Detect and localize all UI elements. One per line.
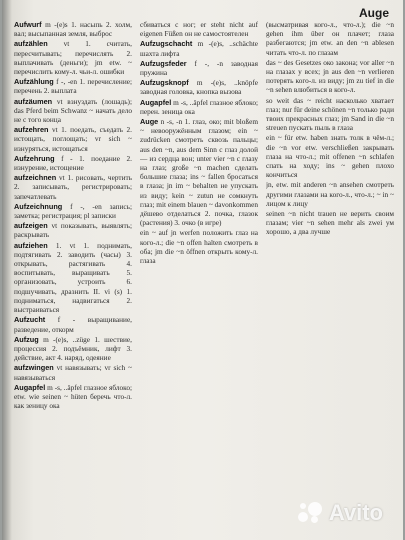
- dictionary-entry: [14, 221, 132, 239]
- running-headword: Auge: [359, 6, 389, 20]
- entry-headword: aufzäumen: [14, 96, 53, 106]
- entry-headword: aufzählen: [14, 39, 48, 49]
- entry-headword: aufzwingen: [14, 363, 54, 373]
- entry-headword: Augapfel: [14, 382, 46, 392]
- entry-definition: 1. vt 1. поднимать, подтягивать 2. заводить (часы) 3. открывать, растягивать 4. воспитывать, выращивать 5. организовать, устроить 6. подшучивать, дразнить II. vi (s) 1. подниматься, надвигаться 2. выстраиваться: [14, 240, 132, 315]
- dictionary-entry: [266, 180, 394, 208]
- entry-definition: ein ~ für etw. haben знать толк в чём-л.; die ~n vor etw. verschließen закрывать глаза на что-л.; mit offenen ~n schlafen спать на ходу; ins ~ gehen плохо кончиться: [266, 133, 394, 180]
- entry-headword: Aufzehrung: [14, 153, 55, 163]
- avito-watermark: [298, 500, 383, 526]
- entry-definition: jn, etw. mit anderen ~n ansehen смотреть другими глазами на кого-л., что-л.; ~ in ~ лицом к лицу: [266, 180, 394, 208]
- entry-definition: ein ~ auf jn werfen положить глаз на кого-л.; die ~n offen halten смотреть в оба; jm die ~n öffnen открыть кому-л. глаза: [140, 228, 258, 266]
- dictionary-entry: [14, 125, 132, 153]
- entry-definition: vt показывать, выявлять; раскрывать: [14, 221, 132, 240]
- entry-definition: m -(e)s, ..züge 1. шествие, процессия 2. подъёмник, лифт 3. действие, акт 4. наряд, одеяние: [14, 334, 132, 363]
- entry-definition: f - 1. поедание 2. изнурение, истощение: [14, 153, 132, 173]
- entry-headword: Aufzug: [14, 334, 39, 344]
- dictionary-entry: [140, 78, 258, 96]
- entry-headword: aufzeichnen: [14, 173, 57, 183]
- avito-logo-icon: [298, 500, 324, 526]
- column-2: [140, 20, 258, 518]
- entry-headword: Aufzeichnung: [14, 201, 63, 211]
- entry-headword: Aufwurf: [14, 20, 42, 29]
- dictionary-entry: [140, 98, 258, 116]
- entry-definition: seinen ~n nicht trauen не верить своим глазам; vier ~n sehen mehr als zwei ум хорошо, а два лучше: [266, 209, 394, 237]
- entry-definition: m -s, ..äpfel глазное яблоко; перен. зеница ока: [140, 97, 258, 116]
- dictionary-entry: [266, 209, 394, 237]
- dictionary-page: [2, 0, 403, 540]
- entry-definition: f -, -n заводная пружина: [140, 58, 258, 78]
- dictionary-entry: [266, 58, 394, 95]
- dictionary-entry: [140, 117, 258, 227]
- entry-definition: vt 1. рисовать, чертить 2. записывать, регистрировать; запечатлевать: [14, 173, 132, 201]
- dictionary-entry: [266, 96, 394, 133]
- entry-headword: Aufzählung: [14, 77, 54, 87]
- entry-definition: vt взнуздать (лошадь); das Pferd beim Schwanz ~ начать дело не с того конца: [14, 96, 132, 125]
- entry-headword: Auge: [140, 117, 159, 127]
- entry-headword: aufzehren: [14, 125, 49, 135]
- dictionary-entry: [140, 59, 258, 77]
- entry-headword: aufziehen: [14, 240, 48, 250]
- entry-headword: Aufzugsknopf: [140, 78, 189, 88]
- dictionary-entry: [140, 228, 258, 265]
- dictionary-entry: [14, 77, 132, 95]
- column-1: [14, 20, 132, 518]
- dictionary-entry: [14, 315, 132, 333]
- dictionary-entry: [140, 39, 258, 57]
- entry-definition: so weit das ~ reicht насколько хватает глаз; nur für deine schönen ~n только ради твоих прекрасных глаз; jm Sand in die ~n streuen пускать пыль в глаза: [266, 95, 394, 133]
- entry-headword: Aufzucht: [14, 315, 46, 325]
- dictionary-entry: [14, 97, 132, 125]
- dictionary-entry: [14, 383, 132, 411]
- entry-definition: m -(e)s 1. насыпь 2. холм, вал; высыпанная земля, выброс: [14, 20, 132, 39]
- entry-definition: (высматривая кого-л., что-л.); die ~n gehen ihm über он плачет; глаза разбегаются; jm etw. an den ~n ablesen читать что-л. по глазам: [266, 20, 394, 57]
- entry-definition: m -(e)s, ..schächte шахта лифта: [140, 39, 258, 58]
- watermark-label: Avito: [328, 500, 383, 525]
- entry-definition: m -s, ..äpfel глазное яблоко; etw. wie seinen ~ hüten беречь что-л. как зеницу ока: [14, 382, 132, 411]
- entry-definition: f -, -en 1. перечисление; перечень 2. выплата: [14, 77, 132, 96]
- dictionary-entry: [14, 335, 132, 363]
- entry-definition: сбиваться с ног; er steht nicht auf eigenen Füßen он не самостоятелен: [140, 20, 258, 39]
- entry-definition: f -, -en запись; заметка; регистрация; pl записки: [14, 201, 132, 221]
- entry-headword: Aufzugsfeder: [140, 58, 187, 68]
- entry-definition: n -s, -n 1. глаз, око; mit bloßem ~ невооружённым глазом; ein ~ zudrücken смотреть сквозь пальцы; aus den ~n, aus dem Sinn с глаз долой — из сердца вон; unter vier ~n с глазу на глаз; große ~n machen сделать большие глаза; ins ~ fallen бросаться в глаза; jn im ~ behalten не упускать из виду; kein ~ zutun не сомкнуть глаз; mit einem blauen ~ davonkommen дёшево отделаться 2. почка, глазок (растения) 3. очко (в игре): [140, 117, 258, 228]
- dictionary-entry: [140, 20, 258, 38]
- dictionary-entry: [14, 202, 132, 220]
- entry-definition: m -(e)s, ..knöpfe заводная головка, кнопка вызова: [140, 78, 258, 97]
- dictionary-entry: [14, 173, 132, 201]
- entry-headword: Aufzugschacht: [140, 39, 193, 49]
- dictionary-entry: [266, 133, 394, 179]
- column-3: [266, 20, 394, 518]
- entry-definition: das ~ des Gesetzes око закона; vor aller ~n на глазах у всех; jn aus den ~n verlieren потерять кого-л. из виду; jm zu tief in die ~n sehen влюбиться в кого-л.: [266, 57, 394, 95]
- entry-definition: f - выращивание, разведение, откорм: [14, 315, 132, 334]
- entry-definition: vt навязывать; vr sich ~ навязываться: [14, 363, 132, 382]
- book-spine-shadow: [2, 0, 12, 540]
- dictionary-entry: [266, 20, 394, 57]
- dictionary-entry: [14, 363, 132, 381]
- entry-headword: aufzeigen: [14, 221, 48, 231]
- dictionary-entry: [14, 20, 132, 38]
- entry-definition: vt 1. поедать, съедать 2. истощать, поглощать; vr sich ~ изнуряться, истощаться: [14, 125, 132, 153]
- dictionary-entry: [14, 39, 132, 76]
- dictionary-entry: [14, 154, 132, 172]
- entry-headword: Augapfel: [140, 97, 172, 107]
- dictionary-entry: [14, 241, 132, 315]
- entry-definition: vt 1. считать, пересчитывать; перечислять 2. выплачивать (деньги); jm etw. ~ перечислить кому-л. чьи-л. ошибки: [14, 39, 132, 77]
